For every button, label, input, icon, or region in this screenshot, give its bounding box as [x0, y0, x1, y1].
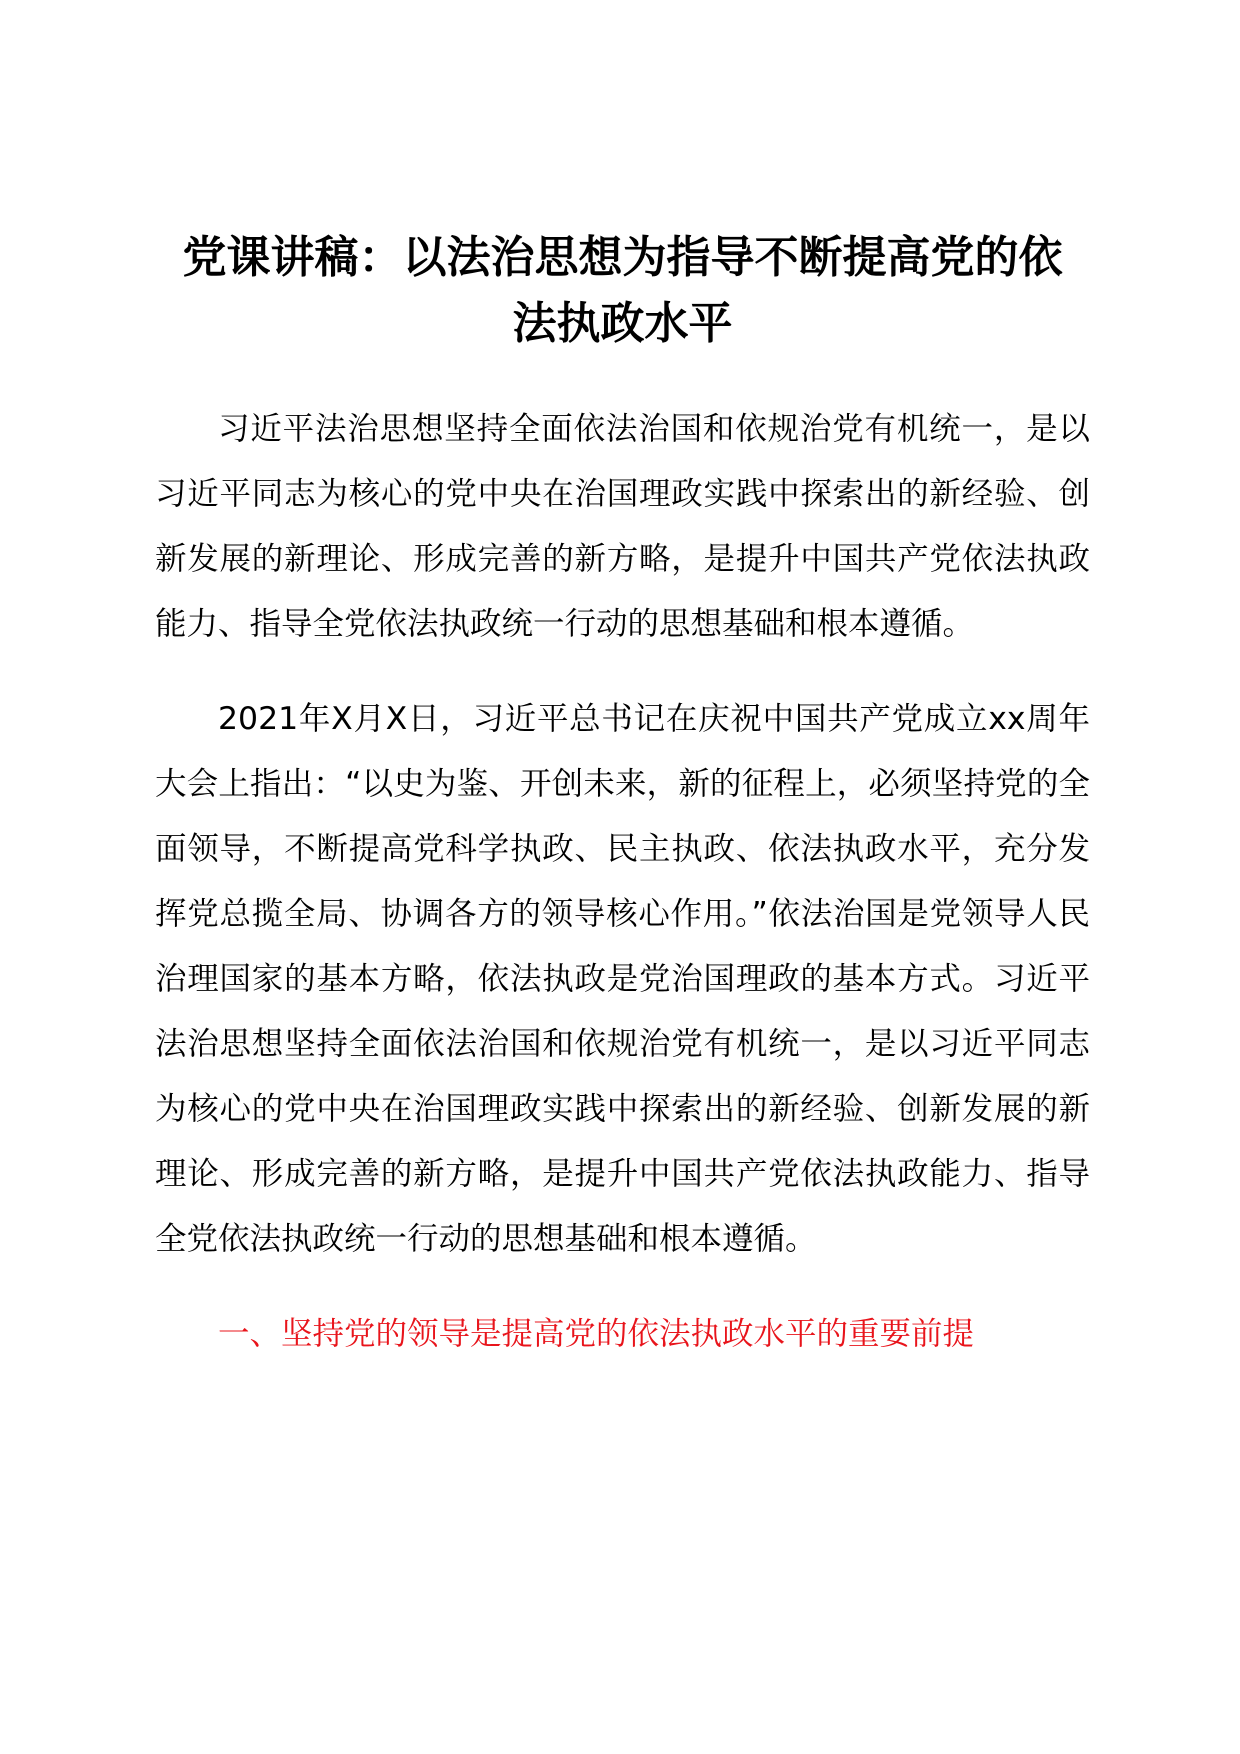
- document-title: [155, 225, 1090, 357]
- section-heading: 一、坚持党的领导是提高党的依法执政水平的重要前提: [218, 1316, 975, 1352]
- body-paragraph-2: 2021年X月X日，习近平总书记在庆祝中国共产党成立xx周年大会上指出：“以史为鉴、开创未来，新的征程上，必须坚持党的全面领导，不断提高党科学执政、民主执政、依法执政水平，充分发挥党总揽全局、协调各方的领导核心作用。”依法治国是党领导人民治理国家的基本方略，依法执政是党治国理政的基本方式。习近平法治思想坚持全面依法治国和依规治党有机统一，是以习近平同志为核心的党中央在治国理政实践中探索出的新经验、创新发展的新理论、形成完善的新方略，是提升中国共产党依法执政能力、指导全党依法执政统一行动的思想基础和根本遵循。: [155, 701, 1090, 1257]
- document-title-line-2: 法执政水平: [512, 298, 733, 349]
- document-title-line-1: 党课讲稿：以法治思想为指导不断提高党的依: [182, 232, 1063, 283]
- document-page: [155, 225, 1090, 1367]
- body-paragraph-1: 习近平法治思想坚持全面依法治国和依规治党有机统一，是以习近平同志为核心的党中央在治国理政实践中探索出的新经验、创新发展的新理论、形成完善的新方略，是提升中国共产党依法执政能力、指导全党依法执政统一行动的思想基础和根本遵循。: [155, 411, 1090, 642]
